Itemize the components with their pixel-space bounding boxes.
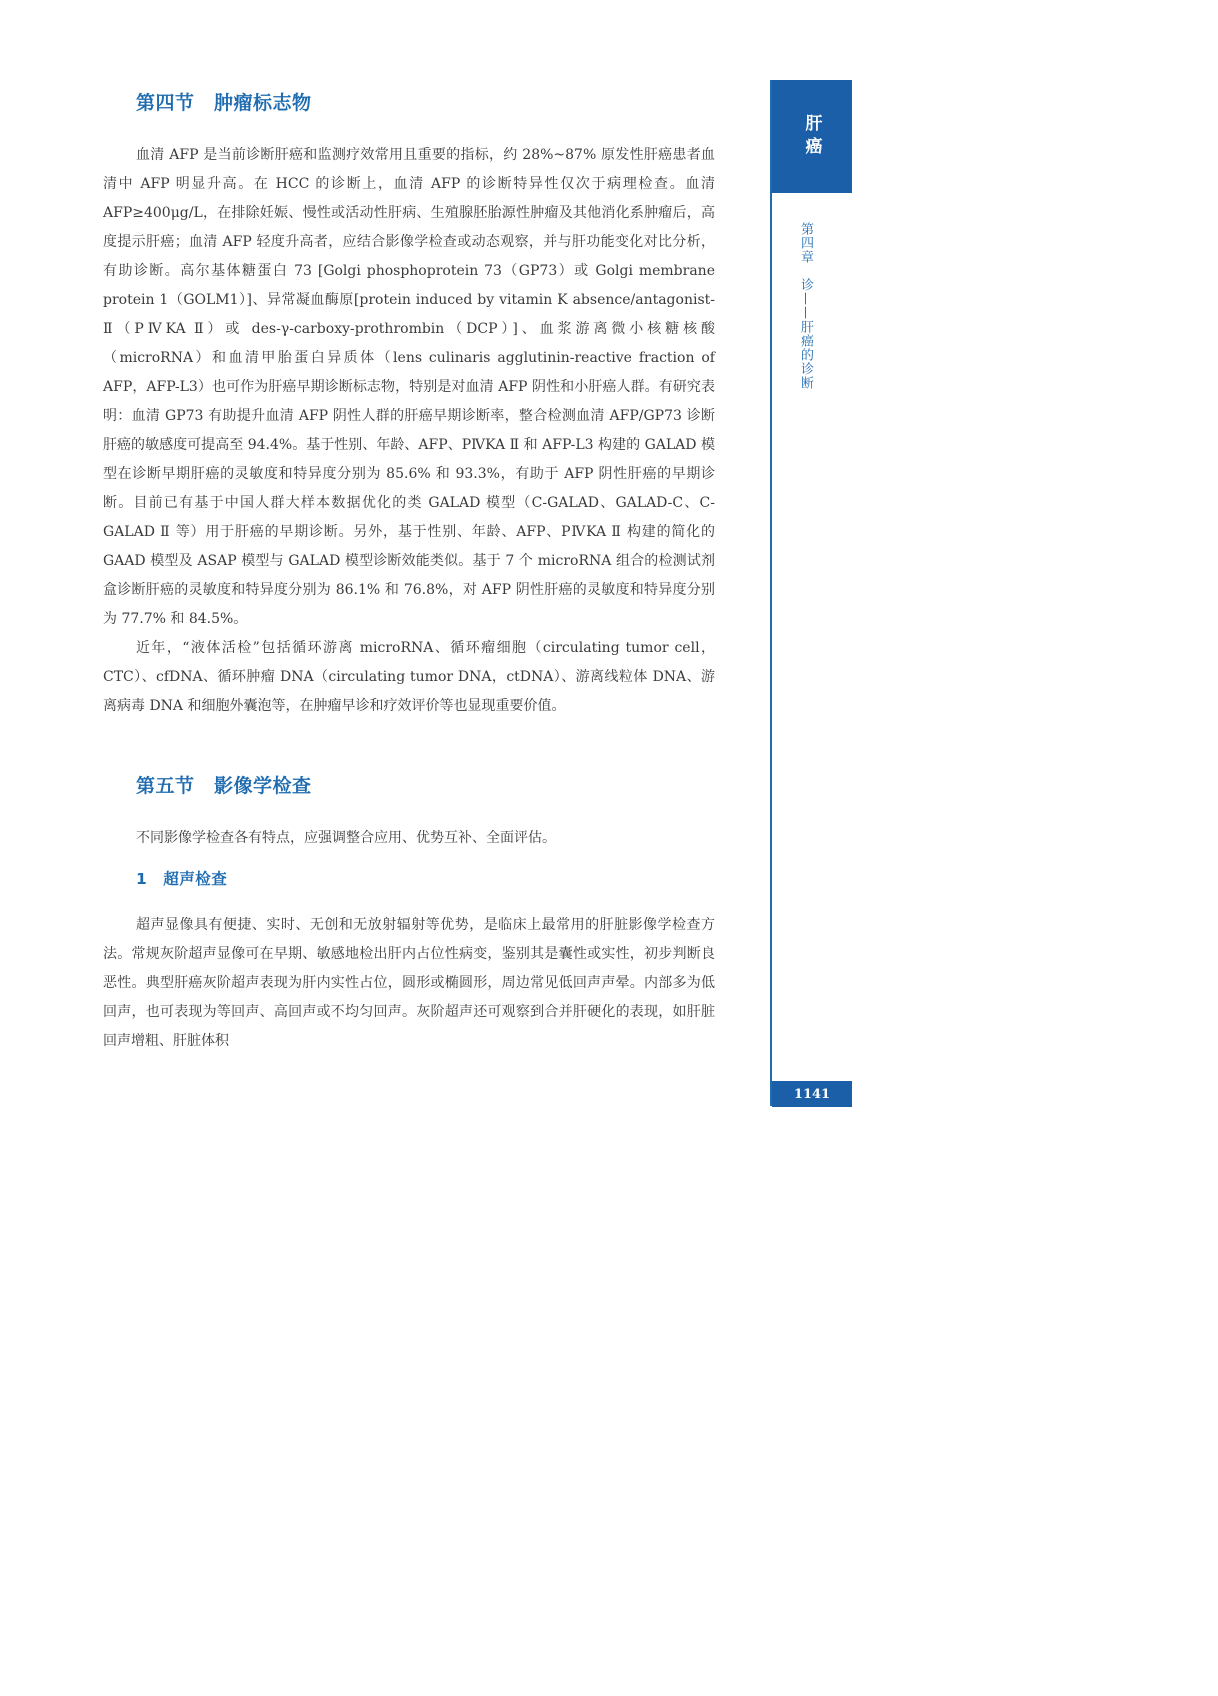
main-content xyxy=(103,88,715,1056)
margin-divider-line xyxy=(770,80,772,1106)
section-4-paragraph-2: 近年，“液体活检”包括循环游离 microRNA、循环瘤细胞（circulating tumor cell，CTC）、cfDNA、循环肿瘤 DNA（circulating tumor DNA，ctDNA）、游离线粒体 DNA、游离病毒 DNA 和细胞外囊泡等，在肿瘤早诊和疗效评价等也显现重要价值。 xyxy=(103,640,715,714)
section-5-intro: 不同影像学检查各有特点，应强调整合应用、优势互补、全面评估。 xyxy=(136,830,556,846)
page-number: 1141 xyxy=(772,1081,852,1107)
section-4-title: 第四节 肿瘤标志物 xyxy=(136,92,312,114)
chapter-running-label: 第四章 诊——肝癌的诊断 xyxy=(798,222,813,390)
chapter-tab xyxy=(772,80,852,193)
section-5-title: 第五节 影像学检查 xyxy=(136,775,312,797)
section-5-paragraph-1: 超声显像具有便捷、实时、无创和无放射辐射等优势，是临床上最常用的肝脏影像学检查方法。常规灰阶超声显像可在早期、敏感地检出肝内占位性病变，鉴别其是囊性或实性，初步判断良恶性。典型肝癌灰阶超声表现为肝内实性占位，圆形或椭圆形，周边常见低回声声晕。内部多为低回声，也可表现为等回声、高回声或不均匀回声。灰阶超声还可观察到合并肝硬化的表现，如肝脏回声增粗、肝脏体积 xyxy=(103,917,715,1049)
section-4-paragraph-1: 血清 AFP 是当前诊断肝癌和监测疗效常用且重要的指标，约 28%~87% 原发性肝癌患者血清中 AFP 明显升高。在 HCC 的诊断上，血清 AFP 的诊断特异性仅次于病理检查。血清 AFP≥400μg/L，在排除妊娠、慢性或活动性肝病、生殖腺胚胎源性肿瘤及其他消化系肿瘤后，高度提示肝癌；血清 AFP 轻度升高者，应结合影像学检查或动态观察，并与肝功能变化对比分析，有助诊断。高尔基体糖蛋白 73 [Golgi phosphoprotein 73（GP73）或 Golgi membrane protein 1（GOLM1）]、异常凝血酶原[protein induced by vitamin K absence/antagonist-Ⅱ（PⅣKA Ⅱ）或 des-γ-carboxy-prothrombin（DCP）]、血浆游离微小核糖核酸（microRNA）和血清甲胎蛋白异质体（lens culinaris agglutinin-reactive fraction of AFP，AFP-L3）也可作为肝癌早期诊断标志物，特别是对血清 AFP 阴性和小肝癌人群。有研究表明：血清 GP73 有助提升血清 AFP 阴性人群的肝癌早期诊断率，整合检测血清 AFP/GP73 诊断肝癌的敏感度可提高至 94.4%。基于性别、年龄、AFP、PⅣKA Ⅱ 和 AFP-L3 构建的 GALAD 模型在诊断早期肝癌的灵敏度和特异度分别为 85.6% 和 93.3%，有助于 AFP 阴性肝癌的早期诊断。目前已有基于中国人群大样本数据优化的类 GALAD 模型（C-GALAD、GALAD-C、C-GALAD Ⅱ 等）用于肝癌的早期诊断。另外，基于性别、年龄、AFP、PⅣKA Ⅱ 构建的简化的 GAAD 模型及 ASAP 模型与 GALAD 模型诊断效能类似。基于 7 个 microRNA 组合的检测试剂盒诊断肝癌的灵敏度和特异度分别为 86.1% 和 76.8%，对 AFP 阴性肝癌的灵敏度和特异度分别为 77.7% 和 84.5%。 xyxy=(103,147,715,627)
subsection-ultrasound-title: 1 超声检查 xyxy=(136,870,228,888)
chapter-tab-label: 肝癌 xyxy=(801,113,822,160)
